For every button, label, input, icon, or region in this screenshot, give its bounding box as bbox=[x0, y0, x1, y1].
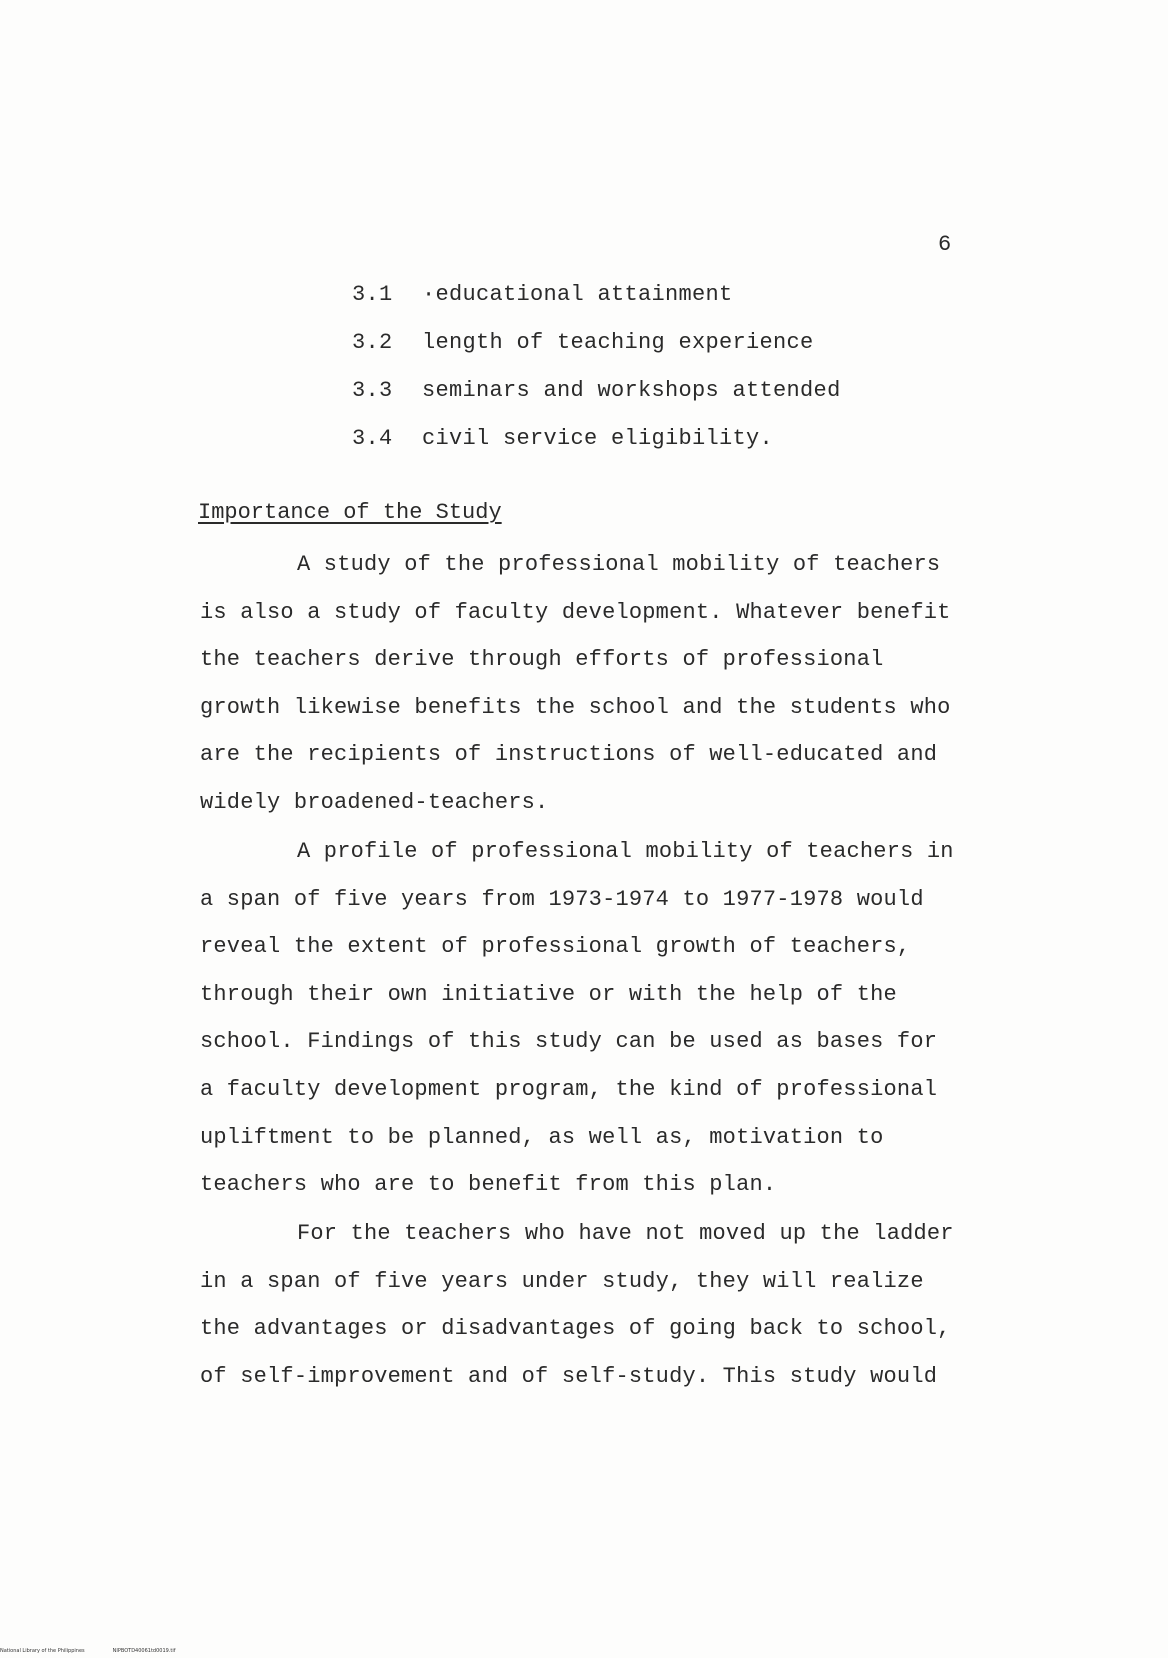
paragraph-line: are the recipients of instructions of well-educated and bbox=[200, 742, 938, 768]
list-item bbox=[352, 426, 841, 474]
paragraph-line: reveal the extent of professional growth of teachers, bbox=[200, 934, 911, 960]
numbered-list bbox=[352, 282, 841, 474]
paragraph-line: teachers who are to benefit from this plan. bbox=[200, 1172, 777, 1198]
paragraph-3 bbox=[200, 1210, 1000, 1400]
list-item-number: 3.4 bbox=[352, 426, 393, 451]
paragraph-line: For the teachers who have not moved up the ladder bbox=[297, 1221, 954, 1246]
paragraph-line: A study of the professional mobility of teachers bbox=[297, 552, 941, 577]
paragraph-line: A profile of professional mobility of teachers in bbox=[297, 839, 954, 864]
list-item-text: length of teaching experience bbox=[422, 330, 814, 355]
paragraph-line: school. Findings of this study can be used as bases for bbox=[200, 1029, 938, 1055]
paragraph-1 bbox=[200, 541, 1000, 827]
list-item-number: 3.3 bbox=[352, 378, 393, 403]
paragraph-line: is also a study of faculty development. Whatever benefit bbox=[200, 599, 951, 625]
list-item bbox=[352, 282, 841, 330]
footer-file-id: NIPBOTD40061td0019.tif bbox=[112, 1648, 176, 1654]
list-item-text: civil service eligibility. bbox=[422, 426, 774, 451]
list-item bbox=[352, 378, 841, 426]
paragraph-line: through their own initiative or with the help of the bbox=[200, 981, 897, 1007]
list-item-text: ·educational attainment bbox=[422, 282, 733, 307]
page-number: 6 bbox=[938, 232, 952, 257]
paragraph-line: upliftment to be planned, as well as, motivation to bbox=[200, 1124, 884, 1150]
list-item-number: 3.1 bbox=[352, 282, 393, 307]
paragraph-2 bbox=[200, 828, 1000, 1209]
paragraph-line: growth likewise benefits the school and the students who bbox=[200, 694, 951, 720]
footer-library: National Library of the Philippines bbox=[0, 1648, 85, 1654]
paragraph-line: the teachers derive through efforts of professional bbox=[200, 647, 884, 673]
paragraph-line: of self-improvement and of self-study. This study would bbox=[200, 1363, 938, 1389]
list-item-number: 3.2 bbox=[352, 330, 393, 355]
section-heading: Importance of the Study bbox=[198, 500, 502, 525]
paragraph-line: a span of five years from 1973-1974 to 1977-1978 would bbox=[200, 886, 924, 912]
paragraph-line: widely broadened-teachers. bbox=[200, 789, 549, 815]
list-item-text: seminars and workshops attended bbox=[422, 378, 841, 403]
list-item bbox=[352, 330, 841, 378]
scan-footer bbox=[0, 1648, 204, 1654]
paragraph-line: the advantages or disadvantages of going back to school, bbox=[200, 1316, 951, 1342]
paragraph-line: a faculty development program, the kind of professional bbox=[200, 1076, 938, 1102]
paragraph-line: in a span of five years under study, they will realize bbox=[200, 1268, 924, 1294]
